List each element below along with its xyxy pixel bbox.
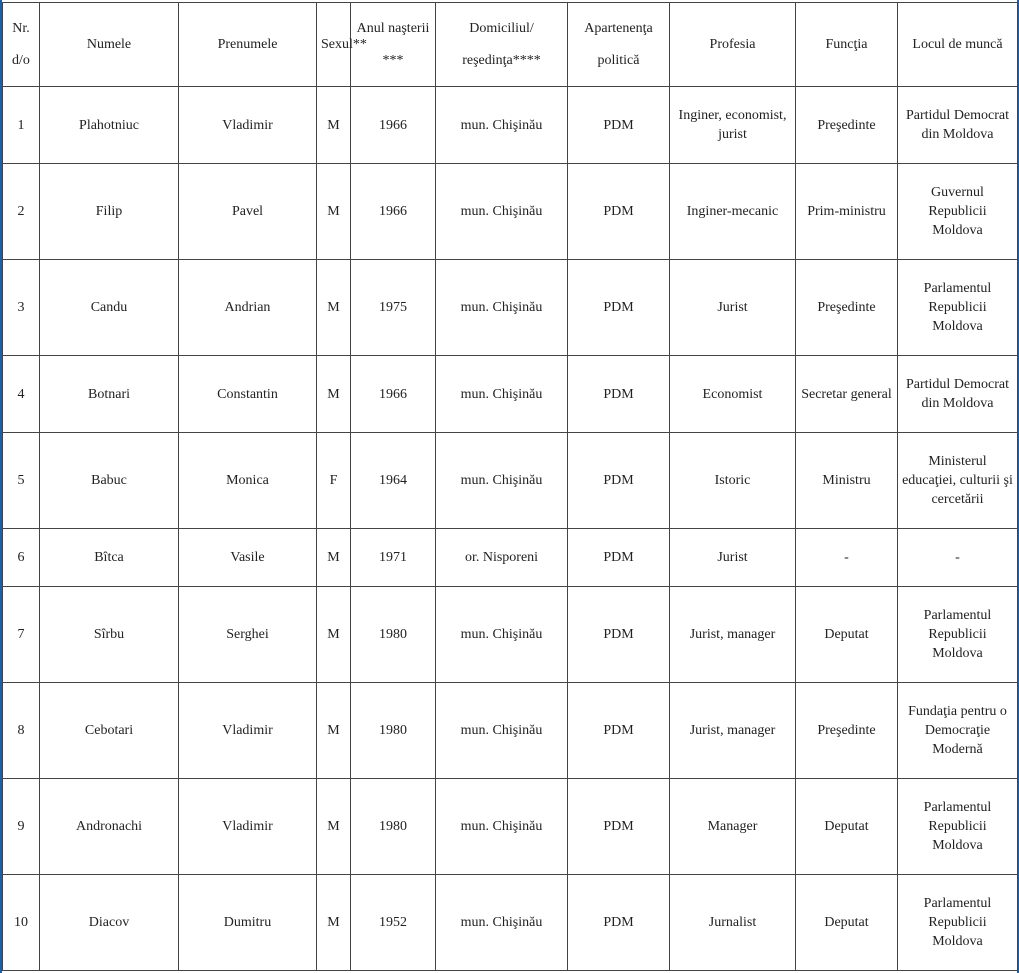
cell-nr: 5	[3, 433, 40, 529]
cell-numele: Babuc	[40, 433, 179, 529]
cell-locul-de-munca: Fundaţia pentru o Democraţie Modernă	[898, 683, 1018, 779]
cell-anul-nasterii: 1980	[351, 683, 436, 779]
cell-domiciliul: mun. Chişinău	[436, 433, 568, 529]
cell-numele: Cebotari	[40, 683, 179, 779]
col-header-prenumele: Prenumele	[179, 3, 317, 87]
cell-numele: Diacov	[40, 875, 179, 971]
cell-nr: 6	[3, 529, 40, 587]
cell-functia: Preşedinte	[796, 87, 898, 164]
cell-numele: Sîrbu	[40, 587, 179, 683]
cell-numele: Botnari	[40, 356, 179, 433]
cell-locul-de-munca: Partidul Democrat din Moldova	[898, 356, 1018, 433]
cell-locul-de-munca: Guvernul Republicii Moldova	[898, 164, 1018, 260]
col-header-apartenenta: Apartenenţa politică	[568, 3, 670, 87]
cell-nr: 2	[3, 164, 40, 260]
cell-locul-de-munca: Ministerul educaţiei, culturii şi cercetării	[898, 433, 1018, 529]
cell-profesia: Manager	[670, 779, 796, 875]
cell-anul-nasterii: 1964	[351, 433, 436, 529]
table-row	[3, 164, 1018, 260]
col-header-sexul: Sexul**	[317, 3, 351, 87]
cell-prenumele: Pavel	[179, 164, 317, 260]
cell-anul-nasterii: 1966	[351, 164, 436, 260]
cell-numele: Candu	[40, 260, 179, 356]
cell-locul-de-munca: -	[898, 529, 1018, 587]
col-header-profesia: Profesia	[670, 3, 796, 87]
cell-functia: Secretar general	[796, 356, 898, 433]
cell-domiciliul: mun. Chişinău	[436, 875, 568, 971]
cell-numele: Andronachi	[40, 779, 179, 875]
cell-functia: -	[796, 529, 898, 587]
cell-sexul: M	[317, 260, 351, 356]
cell-profesia: Istoric	[670, 433, 796, 529]
cell-locul-de-munca: Parlamentul Republicii Moldova	[898, 875, 1018, 971]
cell-functia: Prim-ministru	[796, 164, 898, 260]
cell-anul-nasterii: 1966	[351, 87, 436, 164]
cell-profesia: Inginer, economist, jurist	[670, 87, 796, 164]
cell-sexul: M	[317, 164, 351, 260]
cell-functia: Deputat	[796, 779, 898, 875]
cell-domiciliul: mun. Chişinău	[436, 164, 568, 260]
cell-profesia: Jurist, manager	[670, 587, 796, 683]
cell-functia: Ministru	[796, 433, 898, 529]
cell-apartenenta: PDM	[568, 260, 670, 356]
cell-nr: 8	[3, 683, 40, 779]
cell-functia: Preşedinte	[796, 683, 898, 779]
cell-functia: Deputat	[796, 587, 898, 683]
cell-apartenenta: PDM	[568, 683, 670, 779]
cell-apartenenta: PDM	[568, 356, 670, 433]
cell-domiciliul: mun. Chişinău	[436, 260, 568, 356]
cell-domiciliul: mun. Chişinău	[436, 683, 568, 779]
cell-prenumele: Constantin	[179, 356, 317, 433]
table-row	[3, 260, 1018, 356]
cell-anul-nasterii: 1980	[351, 779, 436, 875]
cell-sexul: M	[317, 529, 351, 587]
cell-sexul: F	[317, 433, 351, 529]
cell-prenumele: Monica	[179, 433, 317, 529]
cell-prenumele: Vasile	[179, 529, 317, 587]
cell-locul-de-munca: Parlamentul Republicii Moldova	[898, 779, 1018, 875]
cell-nr: 9	[3, 779, 40, 875]
cell-domiciliul: mun. Chişinău	[436, 87, 568, 164]
cell-apartenenta: PDM	[568, 587, 670, 683]
cell-domiciliul: mun. Chişinău	[436, 587, 568, 683]
cell-anul-nasterii: 1952	[351, 875, 436, 971]
cell-sexul: M	[317, 356, 351, 433]
candidates-table	[2, 2, 1018, 971]
col-header-nr: Nr. d/o	[3, 3, 40, 87]
cell-apartenenta: PDM	[568, 779, 670, 875]
cell-nr: 7	[3, 587, 40, 683]
cell-prenumele: Andrian	[179, 260, 317, 356]
cell-sexul: M	[317, 87, 351, 164]
cell-anul-nasterii: 1975	[351, 260, 436, 356]
cell-sexul: M	[317, 587, 351, 683]
table-row	[3, 433, 1018, 529]
cell-functia: Deputat	[796, 875, 898, 971]
cell-apartenenta: PDM	[568, 164, 670, 260]
cell-numele: Plahotniuc	[40, 87, 179, 164]
cell-anul-nasterii: 1980	[351, 587, 436, 683]
cell-nr: 10	[3, 875, 40, 971]
cell-domiciliul: or. Nisporeni	[436, 529, 568, 587]
cell-functia: Preşedinte	[796, 260, 898, 356]
cell-nr: 1	[3, 87, 40, 164]
cell-locul-de-munca: Parlamentul Republicii Moldova	[898, 260, 1018, 356]
cell-prenumele: Vladimir	[179, 87, 317, 164]
cell-numele: Filip	[40, 164, 179, 260]
cell-nr: 3	[3, 260, 40, 356]
col-header-anul-nasterii: Anul naşterii ***	[351, 3, 436, 87]
table-row	[3, 683, 1018, 779]
cell-anul-nasterii: 1966	[351, 356, 436, 433]
col-header-numele: Numele	[40, 3, 179, 87]
table-row	[3, 529, 1018, 587]
cell-profesia: Jurist, manager	[670, 683, 796, 779]
cell-apartenenta: PDM	[568, 87, 670, 164]
cell-prenumele: Vladimir	[179, 779, 317, 875]
cell-apartenenta: PDM	[568, 875, 670, 971]
cell-anul-nasterii: 1971	[351, 529, 436, 587]
cell-profesia: Jurist	[670, 260, 796, 356]
table-row	[3, 875, 1018, 971]
table-body	[3, 87, 1018, 971]
cell-numele: Bîtca	[40, 529, 179, 587]
cell-sexul: M	[317, 779, 351, 875]
table-row	[3, 779, 1018, 875]
table-row	[3, 587, 1018, 683]
cell-nr: 4	[3, 356, 40, 433]
cell-sexul: M	[317, 683, 351, 779]
table-row	[3, 356, 1018, 433]
cell-domiciliul: mun. Chişinău	[436, 356, 568, 433]
cell-profesia: Economist	[670, 356, 796, 433]
col-header-domiciliul: Domiciliul/ reşedinţa****	[436, 3, 568, 87]
cell-domiciliul: mun. Chişinău	[436, 779, 568, 875]
header-row	[3, 3, 1018, 87]
cell-locul-de-munca: Partidul Democrat din Moldova	[898, 87, 1018, 164]
cell-sexul: M	[317, 875, 351, 971]
cell-prenumele: Dumitru	[179, 875, 317, 971]
cell-profesia: Inginer-mecanic	[670, 164, 796, 260]
table-row	[3, 87, 1018, 164]
col-header-locul-de-munca: Locul de muncă	[898, 3, 1018, 87]
cell-apartenenta: PDM	[568, 433, 670, 529]
col-header-functia: Funcţia	[796, 3, 898, 87]
cell-prenumele: Serghei	[179, 587, 317, 683]
cell-profesia: Jurist	[670, 529, 796, 587]
cell-prenumele: Vladimir	[179, 683, 317, 779]
cell-profesia: Jurnalist	[670, 875, 796, 971]
cell-apartenenta: PDM	[568, 529, 670, 587]
cell-locul-de-munca: Parlamentul Republicii Moldova	[898, 587, 1018, 683]
